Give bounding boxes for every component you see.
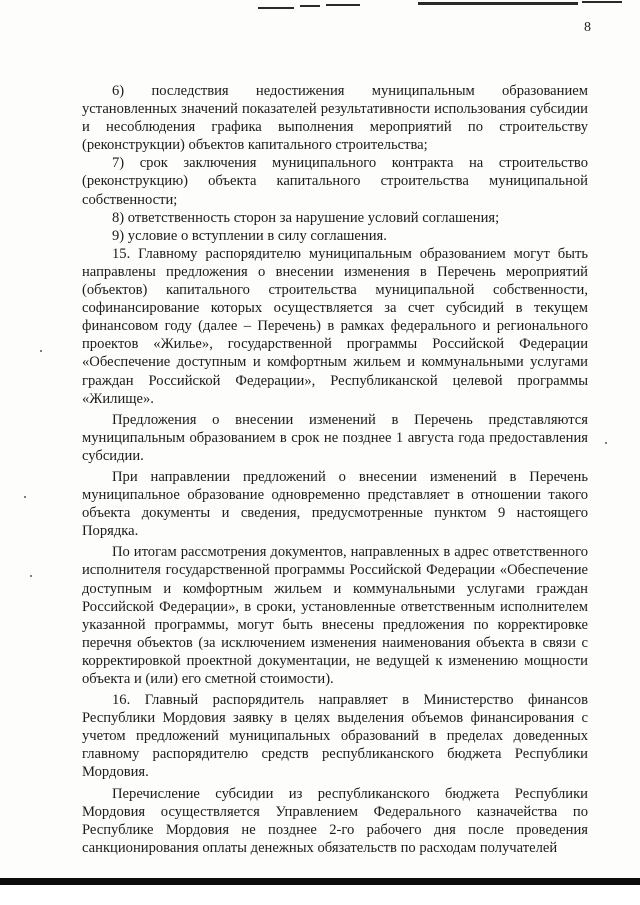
page-number: 8 bbox=[584, 20, 591, 35]
scan-mark bbox=[326, 4, 360, 6]
scan-bottom-margin bbox=[0, 885, 640, 905]
paragraph-item-6: 6) последствия недостижения муниципальным образованием установленных значений показателей результативности использования субсидии и несоблюдения графика выполнения мероприятий по строительству (реконструкции) объектов капитального строительства; bbox=[82, 83, 588, 154]
scan-bottom-edge bbox=[0, 878, 640, 885]
scan-speck bbox=[24, 496, 26, 498]
paragraph-review-results: По итогам рассмотрения документов, направленных в адрес ответственного исполнителя государственной программы Российской Федерации «Обеспечение доступным и комфортным жильем и коммунальными услугами граждан Российской Федерации», в сроки, установленные ответственным исполнителем указанной программы, могут быть внесены предложения по корректировке перечня объектов (за исключением изменения наименования объекта в связи с корректировкой проектной документации, не ведущей к изменению мощности объекта и (или) его сметной стоимости). bbox=[82, 544, 588, 687]
paragraph-item-9: 9) условие о вступлении в силу соглашения. bbox=[112, 227, 387, 244]
paragraph-section-15: 15. Главному распорядителю муниципальным образованием могут быть направлены предложения о внесении изменения в Перечень мероприятий (объектов) капитального строительства муниципальной собственности, софинансирование которых осуществляется за счет субсидий в текущем финансовом году (далее – Перечень) в рамках федерального и регионального проектов «Жилье», государственной программы Российской Федерации «Обеспечение доступным и комфортным жильем и коммунальными услугами граждан Российской Федерации», Республиканской целевой программы «Жилище». bbox=[82, 245, 588, 407]
scan-mark bbox=[258, 7, 294, 9]
paragraph-subsidy-transfer: Перечисление субсидии из республиканского бюджета Республики Мордовия осуществляется Управлением Федерального казначейства по Республике Мордовия не позднее 2-го рабочего дня после проведения санкционирования оплаты денежных обязательств по расходам получателей bbox=[82, 785, 588, 856]
scan-speck bbox=[30, 575, 32, 577]
paragraph-section-16: 16. Главный распорядитель направляет в Министерство финансов Республики Мордовия заявку в целях выделения объемов финансирования с учетом предложений муниципальных образований в пределах доведенных главному распорядителю средств республиканского бюджета Республики Мордовия. bbox=[82, 692, 588, 781]
scan-mark bbox=[300, 5, 320, 7]
document-body bbox=[82, 82, 588, 857]
scan-mark bbox=[418, 2, 578, 5]
paragraph-proposals-deadline: Предложения о внесении изменений в Перечень представляются муниципальным образованием в срок не позднее 1 августа года предоставления субсидии. bbox=[82, 411, 588, 464]
scan-speck bbox=[605, 442, 607, 444]
scan-top-edge bbox=[0, 0, 640, 14]
scan-mark bbox=[582, 1, 622, 3]
paragraph-proposals-documents: При направлении предложений о внесении изменений в Перечень муниципальное образование одновременно представляет в отношении такого объекта документы и сведения, предусмотренные пунктом 9 настоящего Порядка. bbox=[82, 468, 588, 540]
paragraph-item-7: 7) срок заключения муниципального контракта на строительство (реконструкцию) объекта капитального строительства муниципальной собственности; bbox=[82, 155, 588, 208]
paragraph-item-8: 8) ответственность сторон за нарушение условий соглашения; bbox=[112, 209, 500, 226]
scan-speck bbox=[40, 350, 42, 352]
